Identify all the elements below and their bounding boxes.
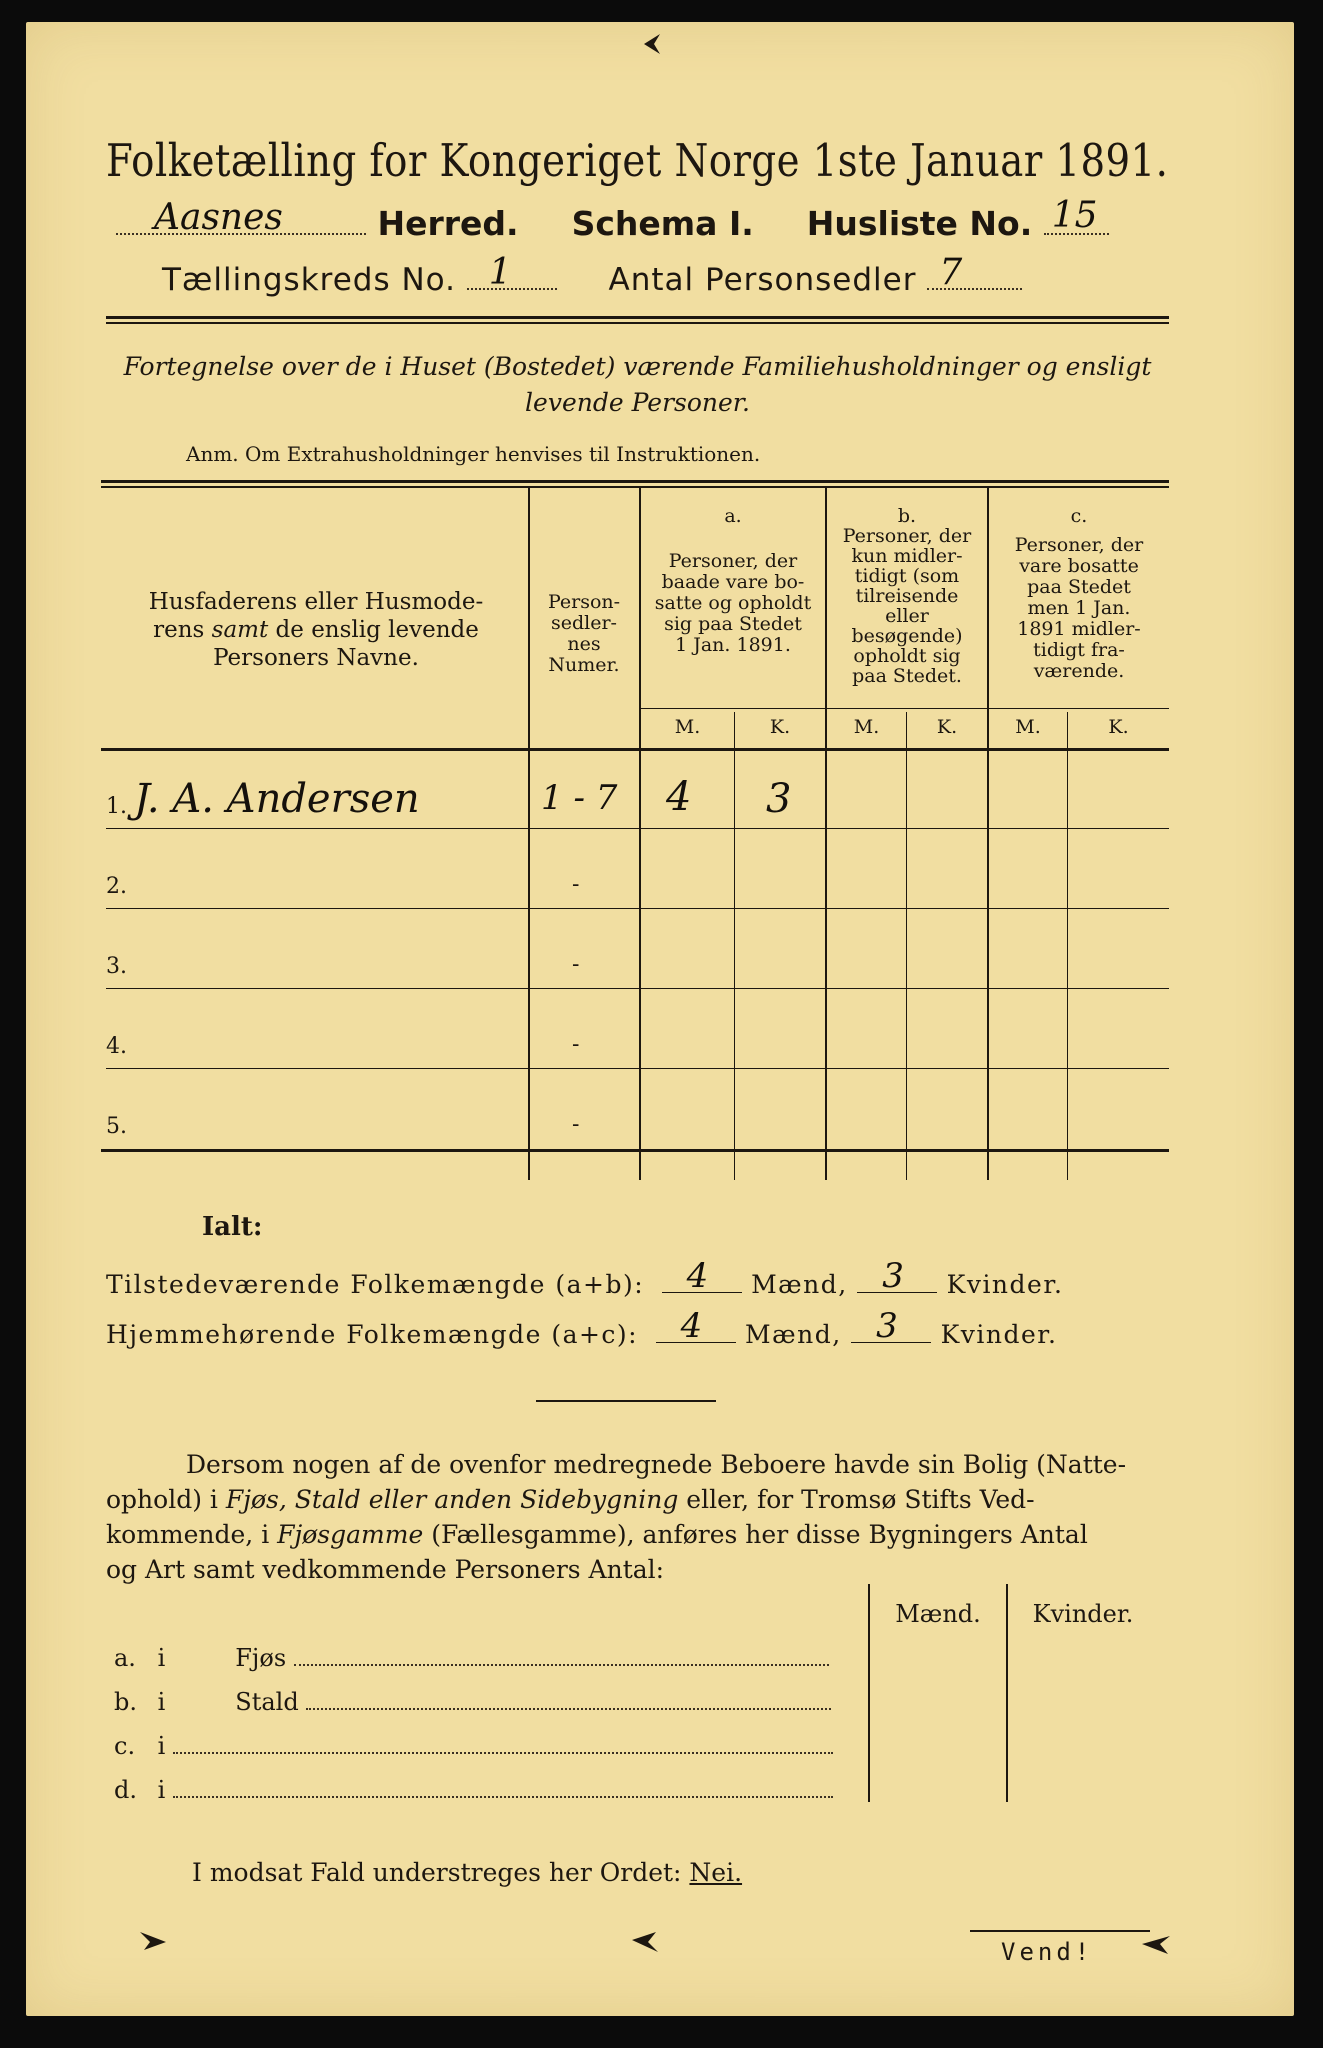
col-names-line3: Personers Navne. — [213, 645, 419, 671]
bld-d-i: i — [157, 1776, 166, 1804]
col-b-m-label: M. — [853, 716, 880, 738]
col-b-l6: besøgende) — [851, 625, 963, 647]
col-b-k-label: K. — [936, 716, 958, 738]
kreds-no: 1 — [488, 252, 513, 293]
row-line-2 — [106, 908, 1169, 909]
row-1-num[interactable]: 1 - 7 — [541, 778, 618, 818]
table-header-rule — [101, 748, 1169, 751]
bld-d-dots — [173, 1778, 833, 1798]
col-a-l2: baade vare bo- — [661, 571, 805, 593]
hjemme-kvinder: Kvinder. — [940, 1320, 1058, 1349]
note-l2b: Fjøs, Stald eller anden Sidebygning — [225, 1485, 679, 1514]
col-b-mk-line — [906, 712, 907, 1180]
col-a-mk-line — [734, 712, 735, 1180]
bld-d-letter: d. — [114, 1776, 137, 1804]
col-a-m-label: M. — [674, 716, 701, 738]
schema-label: Schema I. — [571, 204, 754, 243]
bld-c-dots — [173, 1734, 833, 1754]
herred-name: Aasnes — [154, 197, 283, 238]
note-line-4: og Art samt vedkommende Personers Antal: — [106, 1555, 665, 1584]
bld-b-dots — [306, 1690, 831, 1710]
note-l3b: Fjøsgamme — [277, 1520, 424, 1549]
col-c-mk-line — [1067, 712, 1068, 1180]
row-line-4 — [106, 1068, 1169, 1069]
binding-mark-center-icon — [630, 1930, 660, 1954]
herred-field[interactable] — [116, 197, 366, 238]
tilstede-m: 4 — [686, 1256, 710, 1296]
col-b-letter: b. — [897, 505, 917, 527]
husliste-field[interactable] — [1044, 195, 1109, 236]
col-c-header — [989, 506, 1169, 682]
husliste-no: 15 — [1051, 195, 1098, 236]
col-names-line1: Husfaderens eller Husmode- — [148, 589, 484, 615]
col-c-m-label: M. — [1015, 716, 1041, 738]
row-3-no: 3. — [106, 954, 127, 979]
col-b-l7: opholdt sig — [853, 645, 961, 667]
col-a-letter: a. — [724, 505, 742, 527]
husliste-label: Husliste No. — [806, 204, 1033, 243]
table-rule-top-2 — [101, 486, 1169, 488]
tilstede-label: Tilstedeværende Folkemængde (a+b): — [106, 1270, 645, 1299]
col-c-l4: men 1 Jan. — [1027, 597, 1131, 619]
row-4-no: 4. — [106, 1034, 127, 1059]
tilstede-k: 3 — [882, 1256, 906, 1296]
note-line-2 — [106, 1482, 1169, 1517]
hjemme-label: Hjemmehørende Folkemængde (a+c): — [106, 1320, 639, 1349]
col-a-header — [641, 506, 825, 656]
row-2-no: 2. — [106, 874, 127, 899]
header-line-kreds — [162, 252, 1022, 298]
hjemme-k: 3 — [876, 1306, 900, 1346]
col-c-l3: paa Stedet — [1027, 576, 1131, 598]
col-names-l2c: de enslig levende — [268, 617, 479, 643]
personsedler-field[interactable] — [927, 252, 1022, 293]
tilstede-line — [106, 1256, 1064, 1299]
tilstede-m-field[interactable] — [662, 1256, 742, 1296]
intro-line-1: Fortegnelse over de i Huset (Bostedet) værende Familiehusholdninger og ensligt — [123, 352, 1152, 381]
note-l2c: eller, for Tromsø Stifts Ved- — [678, 1485, 1035, 1514]
hjemme-line — [106, 1306, 1058, 1349]
hjemme-m: 4 — [680, 1306, 704, 1346]
bld-b-i: i — [157, 1688, 166, 1716]
row-2-num: - — [572, 872, 580, 897]
col-num-l2: sedler- — [551, 612, 617, 634]
ialt-label: Ialt: — [202, 1212, 263, 1242]
col-c-l2: vare bosatte — [1019, 555, 1139, 577]
kreds-label: Tællingskreds No. — [162, 262, 456, 298]
bld-maend-header: Mænd. — [895, 1600, 981, 1628]
row-4-num: - — [572, 1032, 580, 1057]
col-num-l3: nes — [567, 633, 601, 655]
sidebygning-note — [106, 1447, 1169, 1587]
col-a-l1: Personer, der — [668, 550, 798, 572]
note-line-1: Dersom nogen af de ovenfor medregnede Beboere havde sin Bolig (Natte- — [186, 1450, 1127, 1479]
col-a-l3: satte og opholdt — [654, 592, 812, 614]
bld-row-a[interactable] — [114, 1644, 864, 1672]
col-names-l2a: rens — [153, 617, 212, 643]
row-5-num: - — [572, 1112, 580, 1137]
col-c-l5: 1891 midler- — [1017, 618, 1141, 640]
bld-a-letter: a. — [114, 1644, 136, 1672]
vend-rule — [970, 1930, 1150, 1932]
binding-mark-left-icon — [138, 1928, 168, 1952]
row-1-a-k[interactable]: 3 — [766, 776, 792, 822]
header-line-herred — [116, 195, 1109, 243]
note-l3a: kommende, i — [106, 1520, 278, 1549]
col-num-l4: Numer. — [548, 654, 620, 676]
col-b-l4: tilreisende — [855, 585, 959, 607]
modsat-line — [192, 1858, 742, 1887]
bld-b-label: Stald — [235, 1688, 299, 1716]
col-line-1 — [528, 487, 530, 1180]
col-a-l5: 1 Jan. 1891. — [675, 634, 791, 656]
bld-kvinder-header: Kvinder. — [1032, 1600, 1134, 1628]
anm-note: Anm. Om Extrahusholdninger henvises til Instruktionen. — [186, 442, 761, 466]
section-divider — [536, 1400, 716, 1402]
bld-row-d[interactable] — [114, 1776, 864, 1804]
header-rule-bottom — [106, 322, 1169, 324]
header-rule-top — [106, 316, 1169, 319]
note-l2a: ophold) i — [106, 1485, 226, 1514]
col-b-l1: Personer, der — [842, 525, 972, 547]
herred-label: Herred. — [377, 204, 519, 243]
note-line-3 — [106, 1517, 1169, 1552]
col-names-l2b: samt — [211, 617, 269, 643]
bld-row-b[interactable] — [114, 1688, 864, 1716]
col-c-l6: tidigt fra- — [1033, 639, 1125, 661]
col-num-l1: Person- — [547, 591, 621, 613]
col-a-k-label: K. — [769, 716, 791, 738]
personsedler-label: Antal Personsedler — [608, 262, 917, 298]
col-a-l4: sig paa Stedet — [664, 613, 802, 635]
col-b-header — [827, 506, 987, 686]
col-b-l8: paa Stedet. — [852, 665, 962, 687]
census-form-sheet — [26, 22, 1294, 2016]
bld-a-label: Fjøs — [235, 1644, 287, 1672]
col-num-header — [529, 592, 639, 676]
binding-mark-right-icon — [1138, 1932, 1172, 1956]
bld-a-i: i — [157, 1644, 166, 1672]
col-names-line2 — [116, 616, 516, 644]
kreds-field[interactable] — [467, 252, 557, 293]
hjemme-k-field[interactable] — [851, 1306, 931, 1346]
col-b-l5: eller — [885, 605, 929, 627]
row-line-3 — [106, 988, 1169, 989]
col-c-letter: c. — [1070, 505, 1088, 527]
row-3-num: - — [572, 952, 580, 977]
col-b-l2: kun midler- — [851, 545, 963, 567]
table-bottom-rule — [101, 1149, 1169, 1152]
form-title: Folketælling for Kongeriget Norge 1ste Januar 1891. — [106, 134, 1169, 187]
row-line-1 — [106, 828, 1169, 829]
row-5-no: 5. — [106, 1114, 127, 1139]
hjemme-m-field[interactable] — [656, 1306, 736, 1346]
bld-b-letter: b. — [114, 1688, 137, 1716]
binding-mark-top-icon — [640, 30, 664, 56]
tilstede-kvinder: Kvinder. — [946, 1270, 1064, 1299]
tilstede-k-field[interactable] — [857, 1256, 937, 1296]
modsat-text: I modsat Fald understreges her Ordet: — [192, 1858, 682, 1887]
bld-c-letter: c. — [114, 1732, 136, 1760]
col-c-k-label: K. — [1108, 716, 1129, 738]
bld-row-c[interactable] — [114, 1732, 864, 1760]
nei-word[interactable]: Nei. — [689, 1858, 743, 1887]
col-b-l3: tidigt (som — [854, 565, 960, 587]
bld-c-i: i — [157, 1732, 166, 1760]
note-l3c: (Fællesgamme), anføres her disse Bygningers Antal — [423, 1520, 1088, 1549]
vend-label: Vend! — [1001, 1938, 1094, 1966]
col-names-header — [116, 588, 516, 672]
tilstede-maend: Mænd, — [751, 1270, 848, 1299]
col-c-l7: værende. — [1033, 660, 1125, 682]
hjemme-maend: Mænd, — [745, 1320, 842, 1349]
col-c-l1: Personer, der — [1014, 534, 1144, 556]
row-1-a-m[interactable]: 4 — [666, 774, 692, 820]
row-1-name[interactable]: J. A. Andersen — [134, 776, 420, 822]
intro-line-2: levende Personer. — [525, 388, 750, 417]
personsedler-count: 7 — [939, 252, 964, 293]
mk-header-line — [639, 708, 1169, 709]
table-rule-top — [101, 480, 1169, 483]
row-1-no: 1. — [106, 794, 127, 819]
bld-a-dots — [294, 1646, 829, 1666]
